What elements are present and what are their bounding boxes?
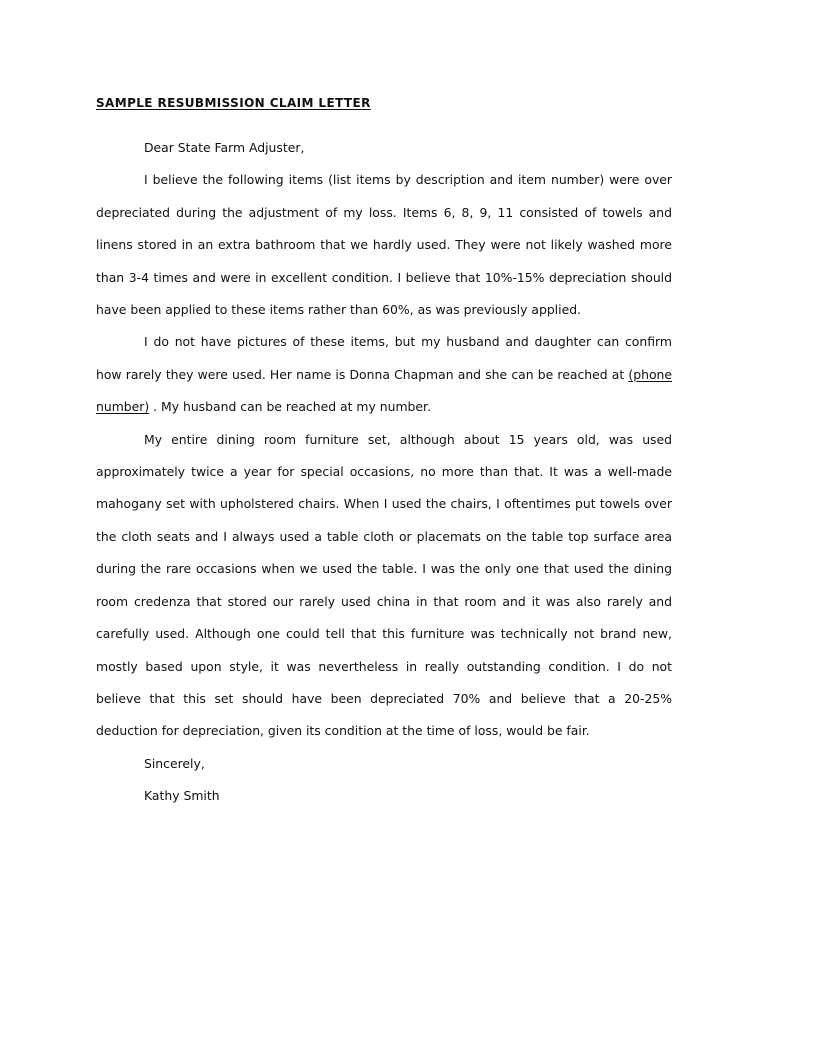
- paragraph-items: I believe the following items (list items by description and item number) were over depreciated during the adjustment of my loss. Items 6, 8, 9, 11 consisted of towels and linens stored in an extra bathroom that we hardly used. They were not likely washed more than 3-4 times and were in excellent condition. I believe that 10%-15% depreciation should have been applied to these items rather than 60%, as was previously applied.: [96, 172, 672, 318]
- paragraph-furniture: My entire dining room furniture set, although about 15 years old, was used approximately twice a year for special occasions, no more than that. It was a well-made mahogany set with upholstered chairs. When I used the chairs, I oftentimes put towels over the cloth seats and I always used a table cloth or placemats on the table top surface area during the rare occasions when we used the table. I was the only one that used the dining room credenza that stored our rarely used china in that room and it was also rarely and carefully used. Although one could tell that this furniture was technically not brand new, mostly based upon style, it was nevertheless in really outstanding condition. I do not believe that this set should have been depreciated 70% and believe that a 20-25% deduction for depreciation, given its condition at the time of loss, would be fair.: [96, 431, 672, 739]
- letter-title: SAMPLE RESUBMISSION CLAIM LETTER: [96, 96, 371, 110]
- paragraph-witnesses-text-1: I do not have pictures of these items, but my husband and daughter can confirm how rarely they were used. Her name is Donna Chapman and she can be reached at: [96, 334, 672, 382]
- closing: Sincerely,: [144, 755, 205, 771]
- letter-page: [96, 95, 672, 813]
- paragraph-witnesses: [96, 326, 672, 423]
- paragraph-witnesses-text-2: . My husband can be reached at my number.: [149, 399, 431, 415]
- signature: Kathy Smith: [144, 788, 220, 804]
- phone-number-placeholder: (phone number): [96, 366, 672, 415]
- salutation: Dear State Farm Adjuster,: [144, 140, 305, 155]
